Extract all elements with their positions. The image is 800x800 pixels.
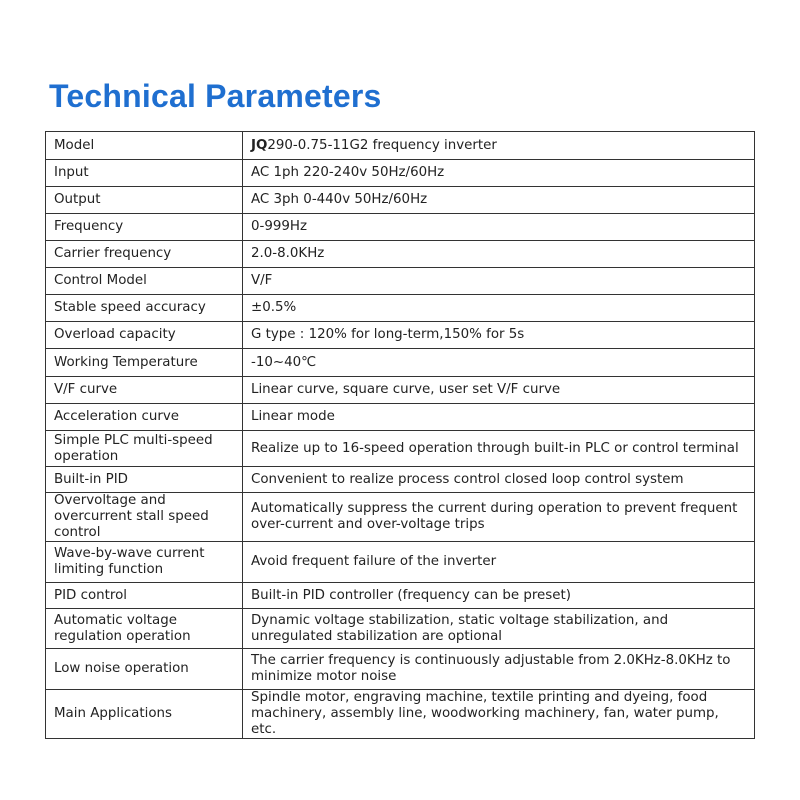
param-value: Built-in PID controller (frequency can be preset) [243, 583, 755, 609]
model-number: 290-0.75-11G2 frequency inverter [267, 137, 497, 153]
param-label: PID control [46, 583, 243, 609]
table-row [46, 187, 755, 214]
param-value: 0-999Hz [243, 214, 755, 241]
param-label: Acceleration curve [46, 404, 243, 431]
param-label: Main Applications [46, 690, 243, 739]
param-value: Avoid frequent failure of the inverter [243, 542, 755, 583]
table-row [46, 349, 755, 377]
param-value: Convenient to realize process control closed loop control system [243, 467, 755, 493]
table-row [46, 542, 755, 583]
table-row [46, 583, 755, 609]
param-label: Stable speed accuracy [46, 295, 243, 322]
param-value: Realize up to 16-speed operation through built-in PLC or control terminal [243, 431, 755, 467]
param-value: Automatically suppress the current during operation to prevent frequent over-current and over-voltage trips [243, 493, 755, 542]
param-value: 2.0-8.0KHz [243, 241, 755, 268]
param-value: ±0.5% [243, 295, 755, 322]
table-row [46, 609, 755, 649]
table-row [46, 295, 755, 322]
param-label: Automatic voltage regulation operation [46, 609, 243, 649]
table-row [46, 649, 755, 690]
table-row [46, 241, 755, 268]
param-value: -10~40℃ [243, 349, 755, 377]
param-label: Input [46, 160, 243, 187]
param-label: Carrier frequency [46, 241, 243, 268]
param-value: AC 3ph 0-440v 50Hz/60Hz [243, 187, 755, 214]
table-row [46, 322, 755, 349]
table-row [46, 214, 755, 241]
table-row [46, 467, 755, 493]
parameters-table [45, 131, 755, 739]
param-value: G type : 120% for long-term,150% for 5s [243, 322, 755, 349]
table-row [46, 493, 755, 542]
param-label: Model [46, 132, 243, 160]
param-label: Built-in PID [46, 467, 243, 493]
table-row [46, 404, 755, 431]
table-row [46, 377, 755, 404]
param-label: Overload capacity [46, 322, 243, 349]
param-label: Working Temperature [46, 349, 243, 377]
table-row [46, 431, 755, 467]
param-value: The carrier frequency is continuously adjustable from 2.0KHz-8.0KHz to minimize motor noise [243, 649, 755, 690]
param-value: Dynamic voltage stabilization, static voltage stabilization, and unregulated stabilization are optional [243, 609, 755, 649]
param-value: Spindle motor, engraving machine, textile printing and dyeing, food machinery, assembly line, woodworking machinery, fan, water pump, etc. [243, 690, 755, 739]
param-label: V/F curve [46, 377, 243, 404]
page-title: Technical Parameters [49, 78, 382, 114]
param-label: Output [46, 187, 243, 214]
param-label: Low noise operation [46, 649, 243, 690]
param-value: V/F [243, 268, 755, 295]
param-label: Simple PLC multi-speed operation [46, 431, 243, 467]
param-label: Control Model [46, 268, 243, 295]
param-value: Linear mode [243, 404, 755, 431]
param-value: AC 1ph 220-240v 50Hz/60Hz [243, 160, 755, 187]
param-value [243, 132, 755, 160]
param-label: Overvoltage and overcurrent stall speed control [46, 493, 243, 542]
param-label: Wave-by-wave current limiting function [46, 542, 243, 583]
table-row [46, 160, 755, 187]
table-row [46, 132, 755, 160]
brand-name: JQ [251, 137, 268, 153]
param-value: Linear curve, square curve, user set V/F curve [243, 377, 755, 404]
param-label: Frequency [46, 214, 243, 241]
table-row [46, 690, 755, 739]
table-row [46, 268, 755, 295]
